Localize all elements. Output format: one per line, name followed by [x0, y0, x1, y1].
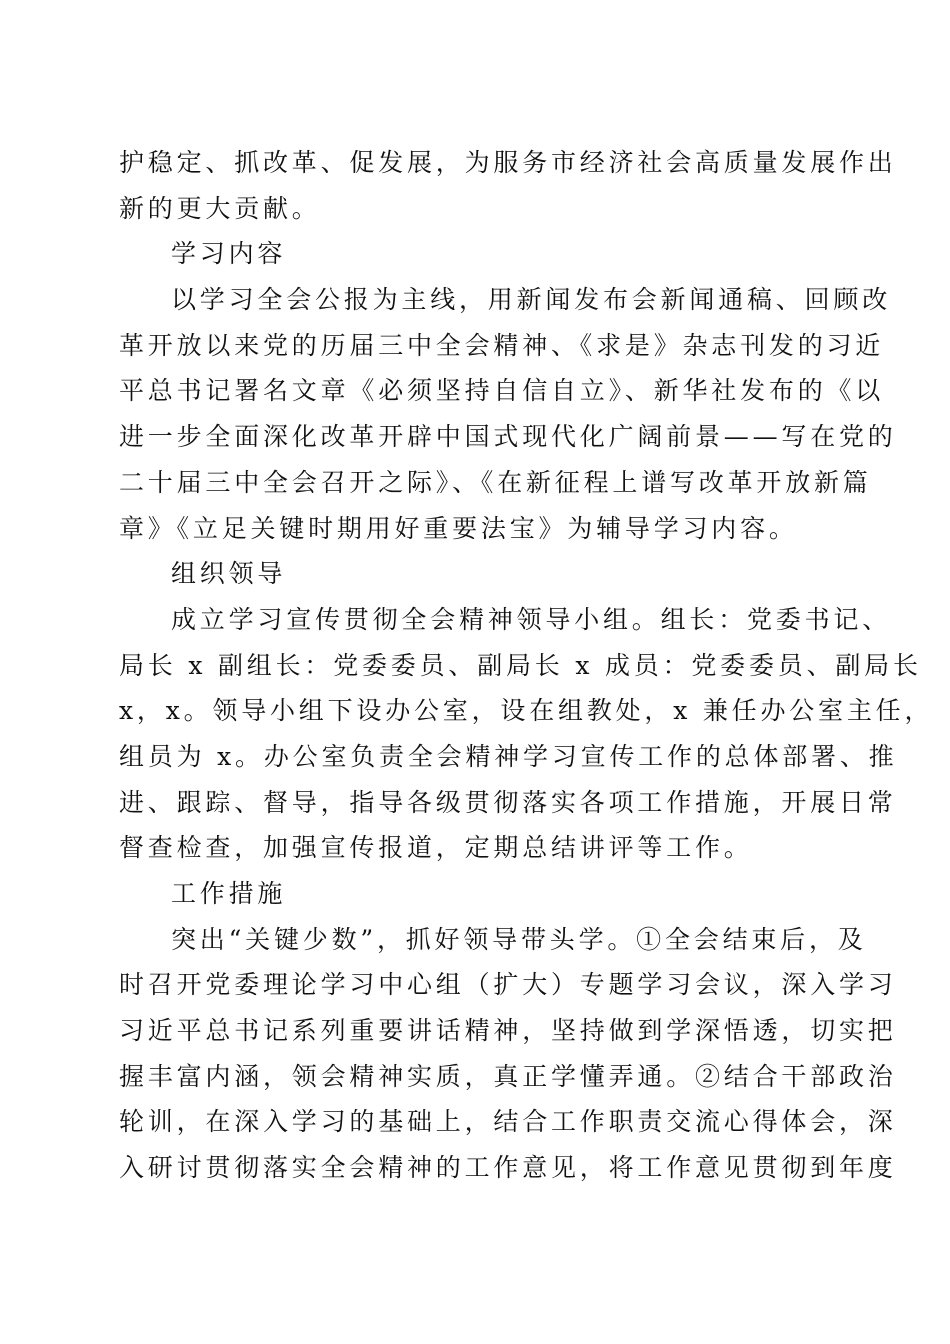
paragraph-line: 进、跟踪、督导，指导各级贯彻落实各项工作措施，开展日常 [119, 787, 897, 817]
paragraph-line: 组员为 x。办公室负责全会精神学习宣传工作的总体部署、推 [119, 741, 898, 771]
paragraph-line: 章》《立足关键时期用好重要法宝》为辅导学习内容。 [119, 513, 798, 543]
paragraph-line: 新的更大贡献。 [119, 193, 321, 223]
paragraph-line: 握丰富内涵，领会精神实质，真正学懂弄通。②结合干部政治 [119, 1061, 897, 1091]
section-heading-work-measures: 工作措施 [171, 879, 287, 908]
paragraph-line: 革开放以来党的历届三中全会精神、《求是》杂志刊发的习近 [119, 330, 885, 360]
paragraph-line: x，x。领导小组下设办公室，设在组教处，x 兼任办公室主任， [119, 696, 934, 726]
paragraph-line: 局长 x 副组长：党委委员、副局长 x 成员：党委委员、副局长 [119, 650, 922, 680]
paragraph-line: 入研讨贯彻落实全会精神的工作意见，将工作意见贯彻到年度 [119, 1153, 897, 1183]
paragraph-line: 轮训，在深入学习的基础上，结合工作职责交流心得体会，深 [119, 1107, 897, 1137]
paragraph-line: 时召开党委理论学习中心组（扩大）专题学习会议，深入学习 [119, 970, 897, 1000]
paragraph-line: 突出“关键少数”，抓好领导带头学。①全会结束后，及 [171, 924, 867, 954]
document-body [119, 140, 934, 1191]
paragraph-line: 督查检查，加强宣传报道，定期总结讲评等工作。 [119, 833, 753, 863]
paragraph-line: 习近平总书记系列重要讲话精神，坚持做到学深悟透，切实把 [119, 1016, 897, 1046]
paragraph-line: 平总书记署名文章《必须坚持自信自立》、新华社发布的《以 [119, 376, 885, 406]
paragraph-line: 二十届三中全会召开之际》、《在新征程上谱写改革开放新篇 [119, 467, 872, 497]
paragraph-line: 以学习全会公报为主线，用新闻发布会新闻通稿、回顾改 [171, 285, 892, 315]
section-heading-organization: 组织领导 [171, 559, 287, 589]
paragraph-line: 护稳定、抓改革、促发展，为服务市经济社会高质量发展作出 [119, 148, 897, 177]
paragraph-line: 成立学习宣传贯彻全会精神领导小组。组长：党委书记、 [171, 604, 892, 634]
paragraph-line: 进一步全面深化改革开辟中国式现代化广阔前景——写在党的 [119, 422, 897, 452]
section-heading-study-content: 学习内容 [171, 239, 287, 269]
